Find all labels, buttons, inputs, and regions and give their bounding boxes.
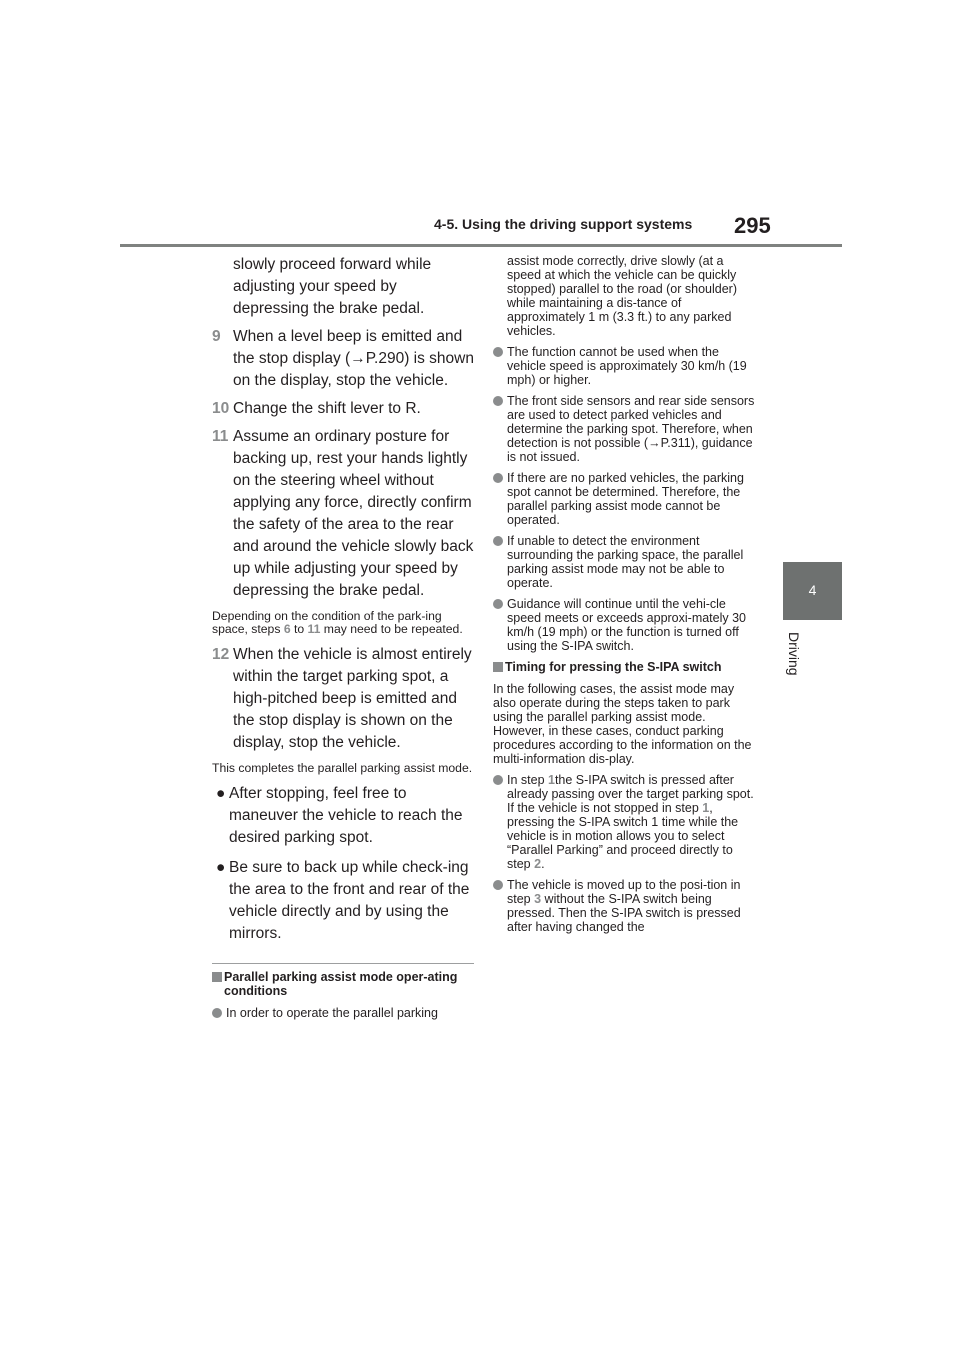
step-number: 10 xyxy=(212,400,230,417)
note-text: Depending on the condition of the park-ing space, steps xyxy=(212,609,442,636)
list-item xyxy=(493,597,755,653)
square-icon xyxy=(493,662,503,672)
step-ref: 11 xyxy=(307,622,321,636)
step-text: and the stop display ( xyxy=(233,328,463,367)
list-item xyxy=(212,857,474,945)
list-item xyxy=(493,394,755,464)
note-complete: This completes the parallel parking assist mode. xyxy=(212,761,473,775)
step-number: 11 xyxy=(212,428,229,445)
list-text: After stopping, feel free to maneuver the vehicle to reach the desired parking spot. xyxy=(229,785,463,846)
chapter-label: Driving xyxy=(786,632,802,676)
right-column xyxy=(493,254,755,941)
list-text: The vehicle is moved up to the posi-tion in step xyxy=(507,878,741,906)
list-text: the S-IPA switch is pressed after already passing over the target parking spot. xyxy=(507,773,754,801)
step-text: Change the shift lever to R. xyxy=(233,400,421,417)
note-text: to xyxy=(290,622,308,636)
list-item xyxy=(493,773,755,871)
step-text: backing up, rest your hands lightly on the steering wheel without applying any force, directly confirm the safety of the area to the rear and around the vehicle slowly back up while adjusting your speed by depressing the brake pedal. xyxy=(233,450,474,599)
list-text: If unable to detect the environment surrounding the parking space, the parallel parking assist mode may not be able to operate. xyxy=(507,534,744,590)
list-text: If the vehicle is not stopped in step xyxy=(507,801,703,815)
list-item xyxy=(493,534,755,590)
list-item xyxy=(493,878,755,934)
page-number: 295 xyxy=(734,213,771,238)
note-repeat-steps xyxy=(212,610,474,636)
arrow-icon: → xyxy=(648,436,661,450)
section-title: 4-5. Using the driving support systems xyxy=(434,216,693,232)
list-text: If there are no parked vehicles, the parking spot cannot be determined. Therefore, the parallel parking assist mode cannot be operated. xyxy=(507,471,744,527)
step-ref: 1 xyxy=(548,773,555,787)
step-ref: 2 xyxy=(534,857,542,871)
step-ref: 3 xyxy=(534,892,542,906)
step-ref: 1 xyxy=(702,801,710,815)
paragraph: In the following cases, the assist mode may also operate during the steps taken to park using the parallel parking assist mode. However, in these cases, conduct parking procedures according to the information on the multi-information dis-play. xyxy=(493,682,752,766)
step-number: 9 xyxy=(212,328,221,345)
square-icon xyxy=(212,972,222,982)
step-text: P.290) is shown on the display, stop the vehicle. xyxy=(233,350,474,389)
chapter-tab xyxy=(783,562,842,620)
subheading-text: Parallel parking assist mode oper-ating conditions xyxy=(224,970,458,998)
list-text: P.311), guidance is not issued. xyxy=(507,436,753,464)
bullet-icon xyxy=(493,775,503,785)
list-text: In order to operate the parallel parking xyxy=(226,1006,438,1020)
header-rule xyxy=(120,244,842,247)
list-text: Be sure to back up while check-ing the area to the front and rear of the vehicle directly and by using the mirrors. xyxy=(229,859,470,942)
bullet-continuation: assist mode correctly, drive slowly (at a speed at which the vehicle can be quickly stopped) parallel to the road (or shoulder) while maintaining a dis-tance of approximately 1 m (3.3 ft.) to any parked vehicles. xyxy=(507,254,737,338)
bullet-icon xyxy=(493,599,503,609)
arrow-icon: → xyxy=(350,350,366,367)
step-text: Assume an ordinary posture for xyxy=(233,428,450,445)
list-text: Guidance will continue until the vehi-cle speed meets or exceeds approxi-mately 30 km/h (19 mph) or the function is turned off using the S-IPA switch. xyxy=(507,597,747,653)
list-item xyxy=(212,1006,474,1020)
chapter-number: 4 xyxy=(808,582,817,598)
subheading xyxy=(493,660,755,674)
subheading-text: Timing for pressing the S-IPA switch xyxy=(505,660,722,674)
list-text: In step xyxy=(507,773,548,787)
bullet-icon xyxy=(493,347,503,357)
bullet-icon xyxy=(493,880,503,890)
step-10 xyxy=(212,398,474,420)
bullet-icon xyxy=(493,473,503,483)
step-text: When a level beep is emitted xyxy=(233,328,433,345)
left-column xyxy=(212,254,474,1027)
step-11 xyxy=(212,426,474,602)
bullet-icon: ● xyxy=(216,785,226,802)
subheading xyxy=(212,970,474,998)
note-text: may need to be repeated. xyxy=(320,622,463,636)
step-number: 12 xyxy=(212,646,230,663)
section-divider xyxy=(212,963,474,964)
step-text: When the vehicle is almost xyxy=(233,646,418,663)
bullet-icon xyxy=(493,396,503,406)
list-text: without the S-IPA switch being pressed. Then the S-IPA switch is pressed after having changed the xyxy=(507,892,741,934)
bullet-icon xyxy=(493,536,503,546)
step-12 xyxy=(212,644,474,754)
bullet-icon xyxy=(212,1008,222,1018)
list-item xyxy=(212,783,474,849)
bullet-icon: ● xyxy=(216,859,226,876)
step-ref: 6 xyxy=(283,622,291,636)
list-text: The front side sensors and rear side sensors are used to detect parked vehicles and determine the parking spot. Therefore, when detection is not possible ( xyxy=(507,394,755,450)
step-text: entirely within the target parking spot, a high-pitched beep is emitted and the stop display is shown on the display, stop the vehicle. xyxy=(233,646,472,751)
list-text: . xyxy=(541,857,545,871)
list-item xyxy=(493,471,755,527)
step-9 xyxy=(212,326,474,392)
list-text: The function cannot be used when the vehicle speed is approximately 30 km/h (19 mph) or higher. xyxy=(507,345,747,387)
list-item xyxy=(493,345,755,387)
step-8-continuation: slowly proceed forward while adjusting your speed by depressing the brake pedal. xyxy=(233,256,432,317)
list-text: , pressing the S-IPA switch 1 time while the vehicle is in motion allows you to select “Parallel Parking” and proceed directly to step xyxy=(507,801,739,871)
